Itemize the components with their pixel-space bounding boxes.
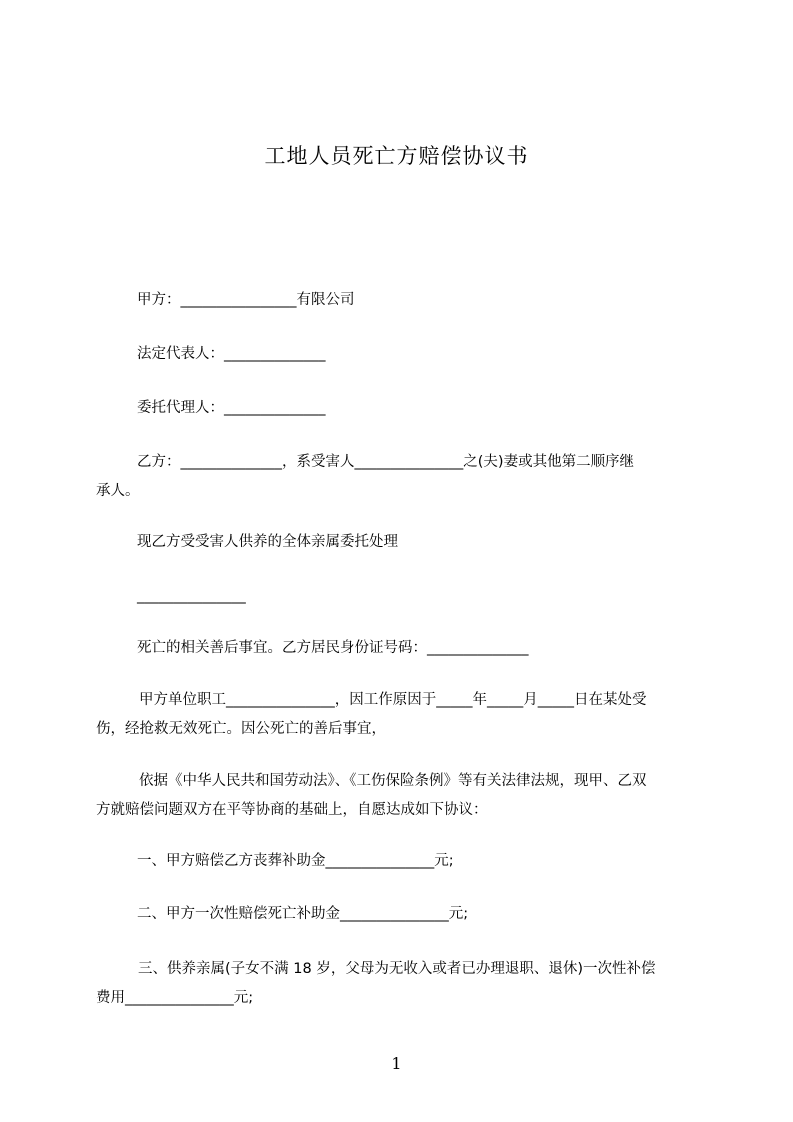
clause-1: 一、甲方赔偿乙方丧葬补助金_______________元; xyxy=(137,853,454,869)
authorized-agent-line: 委托代理人：______________ xyxy=(137,400,326,416)
document-title: 工地人员死亡方赔偿协议书 xyxy=(264,144,529,168)
legal-basis-line-2: 方就赔偿问题双方在平等协商的基础上，自愿达成如下协议： xyxy=(96,802,488,818)
legal-basis-paragraph xyxy=(96,767,708,825)
entrusted-line: 现乙方受受害人供养的全体亲属委托处理 xyxy=(137,534,398,550)
employee-line-2: 伤，经抢救无效死亡。因公死亡的善后事宜， xyxy=(96,721,386,737)
employee-line-1: 甲方单位职工_______________，因工作原因于_____年_____月_____日在某处受 xyxy=(139,692,647,708)
legal-basis-line-1: 依据《中华人民共和国劳动法》、《工伤保险条例》等有关法律法规，现甲、乙双 xyxy=(139,773,647,789)
page-number: 1 xyxy=(391,1054,402,1073)
party-a-line: 甲方：________________有限公司 xyxy=(137,292,355,308)
party-b-paragraph xyxy=(96,448,708,506)
employee-paragraph xyxy=(96,686,708,744)
legal-representative-line: 法定代表人：______________ xyxy=(137,346,326,362)
clause-3-paragraph xyxy=(96,955,708,1013)
blank-fill-line: _______________ xyxy=(137,588,246,604)
party-b-line-1: 乙方：______________，系受害人_______________之(夫)妻或其他第二顺序继 xyxy=(137,454,635,470)
clause-3-line-2: 费用_______________元; xyxy=(96,990,254,1006)
id-number-line: 死亡的相关善后事宜。乙方居民身份证号码：______________ xyxy=(137,640,529,656)
clause-2: 二、甲方一次性赔偿死亡补助金_______________元; xyxy=(137,906,469,922)
clause-3-line-1: 三、供养亲属(子女不满 18 岁，父母为无收入或者已办理退职、退休)一次性补偿 xyxy=(138,961,656,977)
party-b-line-2: 承人。 xyxy=(96,483,140,499)
